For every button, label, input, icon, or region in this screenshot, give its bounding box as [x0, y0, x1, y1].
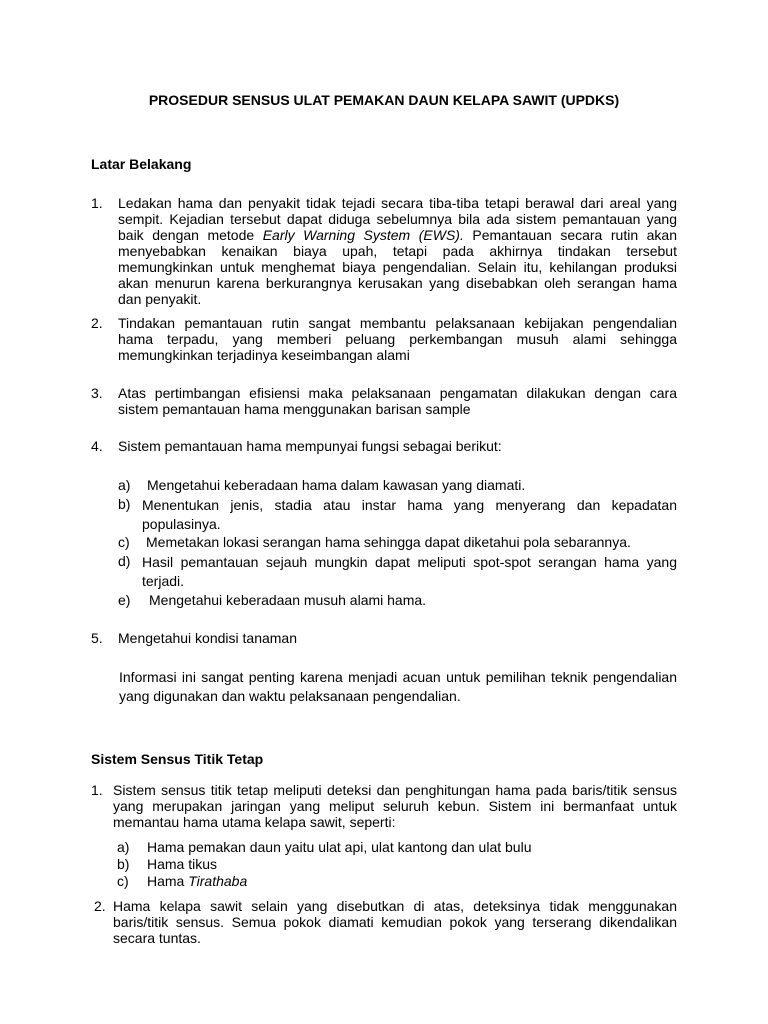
paragraph-2: Tindakan pemantauan rutin sangat membantu pelaksanaan kebijakan pengendalian hama terpadu, yang memberi peluang perkembangan musuh alami sehingga memungkinkan terjadinya keseimbangan alami: [118, 315, 677, 363]
paragraph-1: [118, 195, 677, 307]
section-heading-latar-belakang: Latar Belakang: [91, 156, 192, 172]
sublist-label: d): [118, 553, 131, 569]
list-number: 2.: [91, 315, 103, 331]
list-number: 2.: [94, 898, 106, 914]
sensus-paragraph-1: Sistem sensus titik tetap meliputi deteksi dan penghitungan hama pada baris/titik sensus yang merupakan jaringan yang meliput seluruh kebun. Sistem ini bermanfaat untuk memantau hama utama kelapa sawit, seperti:: [113, 782, 677, 830]
paragraph-text: Pemantauan secara rutin akan menyebabkan kenaikan biaya upah, tetapi pada akhirnya tindakan tersebut memungkinkan untuk menghemat biaya pengendalian. Selain itu, kehilangan produksi akan menurun karena berkurangnya kerusakan yang disebabkan oleh serangan hama dan penyakit.: [118, 227, 677, 307]
sublist-item: Mengetahui keberadaan musuh alami hama.: [149, 592, 427, 608]
sublist-item: Hasil pemantauan sejauh mungkin dapat meliputi spot-spot serangan hama yang terjadi.: [142, 554, 677, 589]
paragraph-4: Sistem pemantauan hama mempunyai fungsi sebagai berikut:: [118, 438, 502, 454]
ews-term: Early Warning System (EWS).: [262, 227, 464, 243]
tirathaba-term: Tirathaba: [188, 873, 248, 889]
sublist-label: c): [117, 873, 129, 889]
sublist-text: Hama: [147, 873, 189, 889]
list-number: 1.: [91, 782, 103, 798]
sensus-paragraph-2: Hama kelapa sawit selain yang disebutkan di atas, deteksinya tidak menggunakan baris/titik sensus. Semua pokok diamati kemudian pokok yang terserang dikendalikan secara tuntas.: [113, 898, 677, 946]
paragraph-5-info: Informasi ini sangat penting karena menjadi acuan untuk pemilihan teknik pengendalian yang digunakan dan waktu pelaksanaan pengendalian.: [119, 669, 677, 704]
sublist-label: a): [117, 839, 130, 855]
document-title: PROSEDUR SENSUS ULAT PEMAKAN DAUN KELAPA SAWIT (UPDKS): [148, 92, 620, 108]
paragraph-3: Atas pertimbangan efisiensi maka pelaksanaan pengamatan dilakukan dengan cara sistem pemantauan hama menggunakan barisan sample: [118, 385, 677, 417]
paragraph-text: Ledakan hama dan penyakit tidak tejadi secara tiba-tiba tetapi berawal dari areal yang sempit. Kejadian tersebut dapat diduga sebelumnya bila ada sistem pemantauan yang baik dengan metode: [118, 195, 677, 243]
list-number: 3.: [91, 385, 103, 401]
sublist-label: e): [118, 592, 131, 608]
paragraph-5: Mengetahui kondisi tanaman: [118, 630, 298, 646]
sublist-label: c): [118, 534, 130, 550]
sublist-item: Menentukan jenis, stadia atau instar hama yang menyerang dan kepadatan populasinya.: [142, 497, 677, 532]
list-number: 4.: [91, 438, 103, 454]
sublist-label: b): [117, 856, 130, 872]
list-number: 5.: [91, 630, 103, 646]
sublist-label: a): [118, 477, 131, 493]
sublist-label: b): [118, 496, 131, 512]
sublist-item: Mengetahui keberadaan hama dalam kawasan yang diamati.: [147, 477, 526, 493]
list-number: 1.: [91, 195, 103, 211]
sublist-item: Hama tikus: [147, 856, 218, 872]
sublist-item: Memetakan lokasi serangan hama sehingga dapat diketahui pola sebarannya.: [146, 534, 631, 550]
sublist-item: [147, 873, 247, 889]
sublist-item: Hama pemakan daun yaitu ulat api, ulat kantong dan ulat bulu: [147, 839, 532, 855]
section-heading-sistem-sensus: Sistem Sensus Titik Tetap: [91, 751, 264, 767]
